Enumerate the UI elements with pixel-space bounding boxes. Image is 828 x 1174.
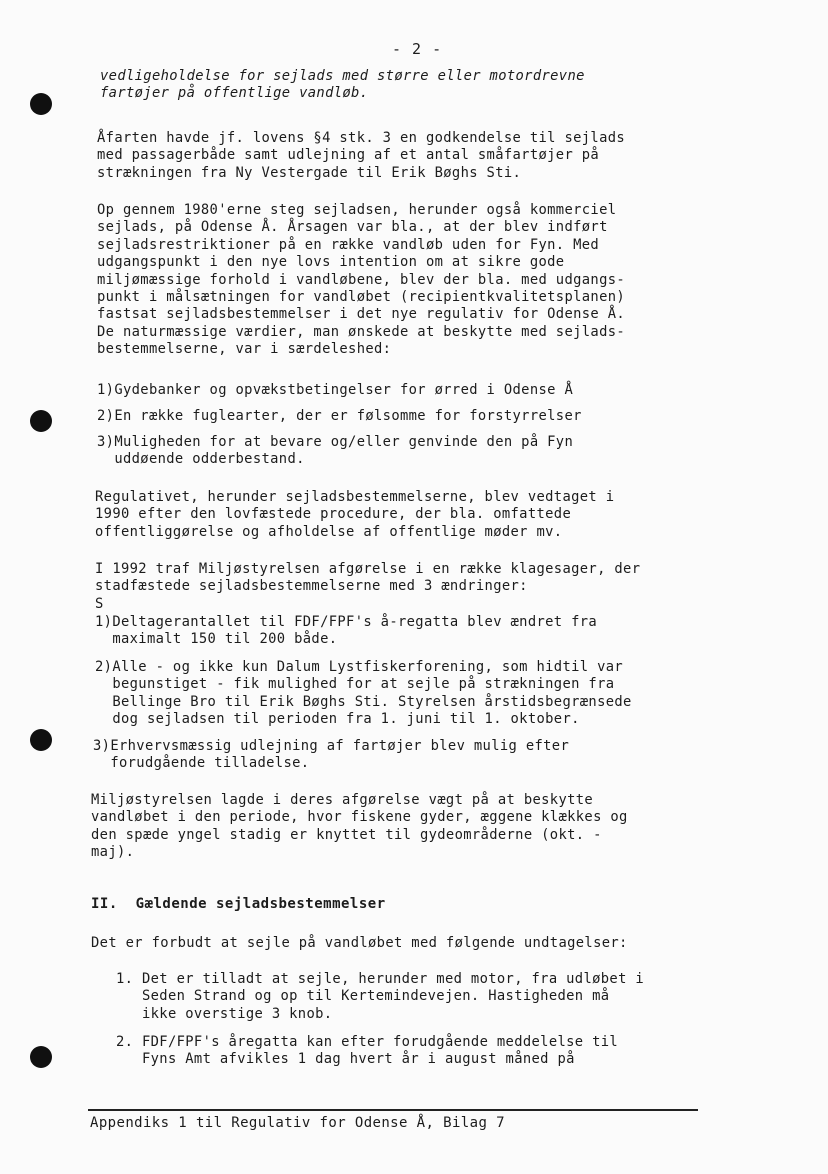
paragraph-6: Det er forbudt at sejle på vandløbet med følgende undtagelser: (91, 935, 628, 951)
punch-hole (30, 729, 52, 751)
footer-text: Appendiks 1 til Regulativ for Odense Å, Bilag 7 (90, 1115, 505, 1131)
list-item: 2)En række fuglearter, der er følsomme for forstyrrelser (97, 408, 582, 424)
paragraph-1: Åfarten havde jf. lovens §4 stk. 3 en godkendelse til sejlads med passagerbåde samt udlejning af et antal småfartøjer på strækningen fra Ny Vestergade til Erik Bøghs Sti. (97, 130, 626, 181)
intro-italic-text: vedligeholdelse for sejlads med større eller motordrevne fartøjer på offentlige vandløb. (100, 68, 585, 102)
punch-hole (30, 93, 52, 115)
paragraph-4: I 1992 traf Miljøstyrelsen afgørelse i en række klagesager, der stadfæstede sejladsbestemmelserne med 3 ændringer: S (95, 561, 641, 612)
page-number: - 2 - (392, 40, 443, 58)
punch-hole (30, 410, 52, 432)
list-item: 3)Erhvervsmæssig udlejning af fartøjer blev mulig efter forudgående tilladelse. (93, 738, 570, 772)
list-item: 3)Muligheden for at bevare og/eller genvinde den på Fyn uddøende odderbestand. (97, 434, 574, 468)
list-item: 1. Det er tilladt at sejle, herunder med motor, fra udløbet i Seden Strand og op til Kertemindevejen. Hastigheden må ikke overstige 3 knob. (116, 971, 645, 1022)
list-item: 2)Alle - og ikke kun Dalum Lystfiskerforening, som hidtil var begunstiget - fik mulighed for at sejle på strækningen fra Bellinge Bro til Erik Bøghs Sti. Styrelsen årstidsbegrænsede dog sejladsen til perioden fra 1. juni til 1. oktober. (95, 659, 632, 728)
list-item: 2. FDF/FPF's åregatta kan efter forudgående meddelelse til Fyns Amt afvikles 1 dag hvert år i august måned på (116, 1034, 619, 1068)
section-heading: II. Gældende sejladsbestemmelser (91, 896, 386, 912)
paragraph-5: Miljøstyrelsen lagde i deres afgørelse vægt på at beskytte vandløbet i den periode, hvor fiskene gyder, æggene klækkes og den spæde yngel stadig er knyttet til gydeområderne (okt. - maj). (91, 792, 628, 861)
footer-rule (88, 1109, 698, 1111)
list-item: 1)Gydebanker og opvækstbetingelser for ørred i Odense Å (97, 382, 574, 398)
paragraph-3: Regulativet, herunder sejladsbestemmelserne, blev vedtaget i 1990 efter den lovfæstede procedure, der bla. omfattede offentliggørelse og afholdelse af offentlige møder mv. (95, 489, 615, 540)
list-item: 1)Deltagerantallet til FDF/FPF's å-regatta blev ændret fra maximalt 150 til 200 både. (95, 614, 598, 648)
punch-hole (30, 1046, 52, 1068)
paragraph-2: Op gennem 1980'erne steg sejladsen, herunder også kommerciel sejlads, på Odense Å. Årsagen var bla., at der blev indført sejladsrestriktioner på en række vandløb uden for Fyn. Med udgangspunkt i den nye lovs intention om at sikre gode miljømæssige forhold i vandløbene, blev der bla. med udgangs- punkt i målsætningen for vandløbet (recipientkvalitetsplanen) fastsat sejladsbestemmelser i det nye regulativ for Odense Å. De naturmæssige værdier, man ønskede at beskytte med sejlads- bestemmelserne, var i særdeleshed: (97, 202, 626, 358)
